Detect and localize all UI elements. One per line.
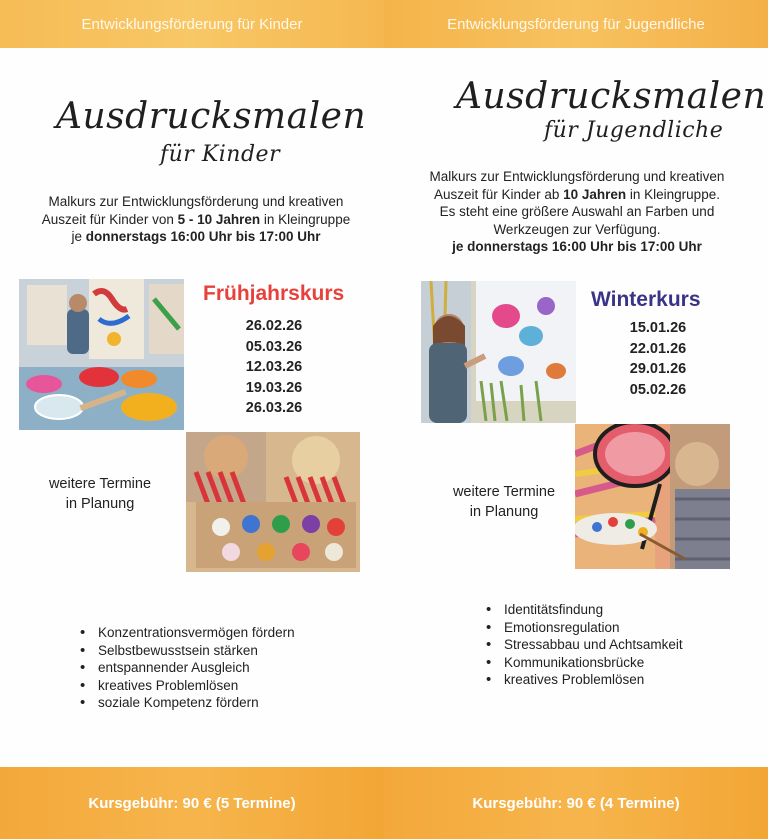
date-item: 19.03.26 [245,379,303,396]
list-item: • entspannender Ausgleich [78,659,295,677]
teens-subtitle: für Jugendliche [544,118,724,143]
teens-palette-photo [575,424,730,569]
kids-palette-photo [186,432,360,572]
teens-fee-bar [384,767,768,839]
teens-painting-photo [421,281,576,423]
date-item: 05.03.26 [245,338,303,355]
date-item: 22.01.26 [629,340,687,357]
teens-fee-text: Kursgebühr: 90 € (4 Termine) [472,794,680,812]
kids-description: Malkurs zur Entwicklungsförderung und kreativen Auszeit für Kinder von 5 - 10 Jahren in Kleingruppe je donnerstags 16:00 Uhr bis 17:00 Uhr [41,194,351,244]
teens-planning-note: weitere Termine in Planung [452,484,556,520]
kids-benefits-list [78,624,295,712]
teens-benefits-list [484,601,683,689]
kids-header-bar [0,0,384,48]
kids-fee-bar [0,767,384,839]
teens-course-title: Winterkurs [591,288,701,311]
kids-fee-text: Kursgebühr: 90 € (5 Termine) [88,794,296,812]
kids-painting-photo [19,279,184,430]
list-item: • kreatives Problemlösen [78,677,295,695]
list-item: • Identitätsfindung [484,601,683,619]
list-item: • Stressabbau und Achtsamkeit [484,636,683,654]
teens-title: Ausdrucksmalen [456,76,767,117]
kids-course-title: Frühjahrskurs [203,282,345,305]
list-item: • kreatives Problemlösen [484,671,683,689]
list-item: • soziale Kompetenz fördern [78,694,295,712]
teens-dates [616,318,700,400]
date-item: 15.01.26 [629,320,687,336]
date-item: 29.01.26 [629,361,687,377]
date-item: 12.03.26 [245,359,303,375]
kids-title: Ausdrucksmalen [56,96,367,137]
kids-header-text: Entwicklungsförderung für Kinder [81,15,303,33]
teens-header-text: Entwicklungsförderung für Jugendliche [447,15,705,33]
date-item: 26.02.26 [245,318,303,334]
list-item: • Emotionsregulation [484,619,683,637]
teens-panel [384,0,768,839]
list-item: • Selbstbewusstsein stärken [78,642,295,660]
kids-dates [232,316,316,419]
teens-description: Malkurs zur Entwicklungsförderung und kreativen Auszeit für Kinder ab 10 Jahren in Kleingruppe. Es steht eine größere Auswahl an Farben und Werkzeugen zur Verfügung. je donnerstags 16:00 Uhr bis 17:00 Uhr [429,169,725,254]
kids-subtitle: für Kinder [160,142,281,167]
kids-planning-note: weitere Termine in Planung [48,476,152,512]
teens-header-bar [384,0,768,48]
date-item: 05.02.26 [629,381,687,398]
list-item: • Konzentrationsvermögen fördern [78,624,295,642]
list-item: • Kommunikationsbrücke [484,654,683,672]
date-item: 26.03.26 [245,400,303,416]
